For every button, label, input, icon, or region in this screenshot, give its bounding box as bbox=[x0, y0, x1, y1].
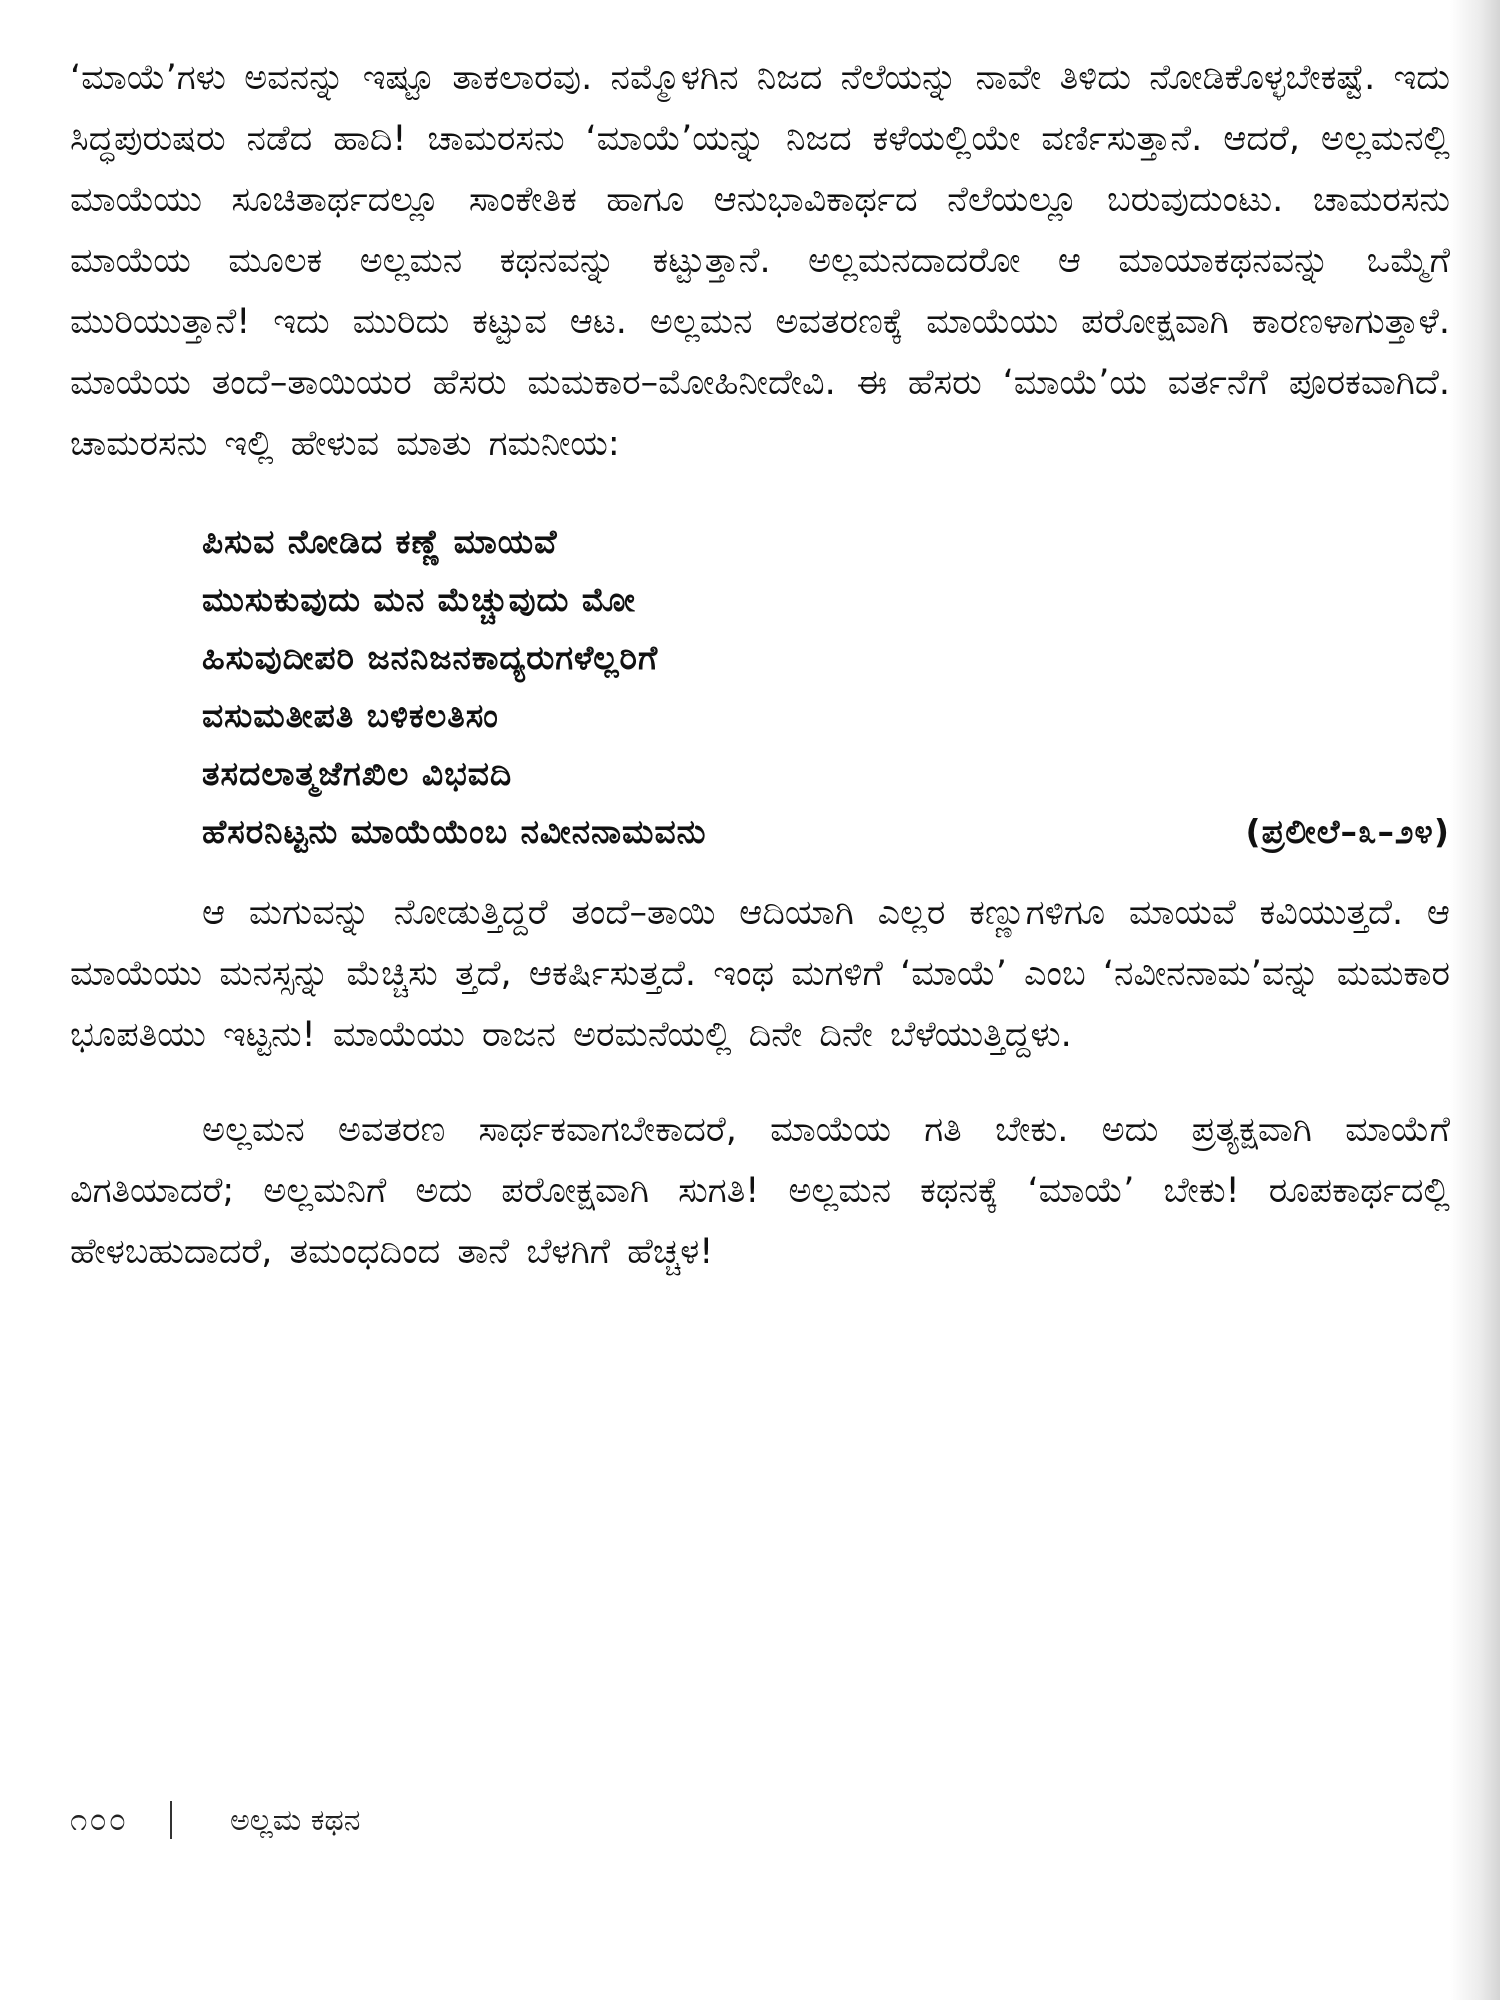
paragraph-2: ಆ ಮಗುವನ್ನು ನೋಡುತ್ತಿದ್ದರೆ ತಂದೆ–ತಾಯಿ ಆದಿಯಾಗಿ ಎಲ್ಲರ ಕಣ್ಣುಗಳಿಗೂ ಮಾಯವೆ ಕವಿಯುತ್ತದೆ. ಆ ಮಾಯೆಯು ಮನಸ್ಸನ್ನು ಮೆಚ್ಚಿಸು ತ್ತದೆ, ಆಕರ್ಷಿಸುತ್ತದೆ. ಇಂಥ ಮಗಳಿಗೆ ‘ಮಾಯೆ’ ಎಂಬ ‘ನವೀನನಾಮ’ವನ್ನು ಮಮಕಾರ ಭೂಪತಿಯು ಇಟ್ಟನು! ಮಾಯೆಯು ರಾಜನ ಅರಮನೆಯಲ್ಲಿ ದಿನೇ ದಿನೇ ಬೆಳೆಯುತ್ತಿದ್ದಳು. bbox=[70, 893, 1450, 1055]
verse-line-6-container bbox=[202, 803, 1450, 861]
verse-line-6: ಹೆಸರನಿಟ್ಟನು ಮಾಯೆಯೆಂಬ ನವೀನನಾಮವನು bbox=[202, 812, 707, 851]
verse-line-3: ಹಿಸುವುದೀಪರಿ ಜನನಿಜನಕಾದ್ಯರುಗಳೆಲ್ಲರಿಗೆ bbox=[202, 638, 659, 677]
binding-shadow bbox=[1450, 0, 1500, 2000]
paragraph-3: ಅಲ್ಲಮನ ಅವತರಣ ಸಾರ್ಥಕವಾಗಬೇಕಾದರೆ, ಮಾಯೆಯ ಗತಿ ಬೇಕು. ಅದು ಪ್ರತ್ಯಕ್ಷವಾಗಿ ಮಾಯೆಗೆ ವಿಗತಿಯಾದರೆ; ಅಲ್ಲಮನಿಗೆ ಅದು ಪರೋಕ್ಷವಾಗಿ ಸುಗತಿ! ಅಲ್ಲಮನ ಕಥನಕ್ಕೆ ‘ಮಾಯೆ’ ಬೇಕು! ರೂಪಕಾರ್ಥದಲ್ಲಿ ಹೇಳಬಹುದಾದರೆ, ತಮಂಧದಿಂದ ತಾನೆ ಬೆಳಗಿಗೆ ಹೆಚ್ಚಳ! bbox=[70, 1110, 1450, 1272]
paragraph-1: ‘ಮಾಯೆ’ಗಳು ಅವನನ್ನು ಇಷ್ಟೂ ತಾಕಲಾರವು. ನಮ್ಮೊಳಗಿನ ನಿಜದ ನೆಲೆಯನ್ನು ನಾವೇ ತಿಳಿದು ನೋಡಿಕೊಳ್ಳಬೇಕಷ್ಟೆ. ಇದು ಸಿದ್ಧಪುರುಷರು ನಡೆದ ಹಾದಿ! ಚಾಮರಸನು ‘ಮಾಯೆ’ಯನ್ನು ನಿಜದ ಕಳೆಯಲ್ಲಿಯೇ ವರ್ಣಿಸುತ್ತಾನೆ. ಆದರೆ, ಅಲ್ಲಮನಲ್ಲಿ ಮಾಯೆಯು ಸೂಚಿತಾರ್ಥದಲ್ಲೂ ಸಾಂಕೇತಿಕ ಹಾಗೂ ಆನುಭಾವಿಕಾರ್ಥದ ನೆಲೆಯಲ್ಲೂ ಬರುವುದುಂಟು. ಚಾಮರಸನು ಮಾಯೆಯ ಮೂಲಕ ಅಲ್ಲಮನ ಕಥನವನ್ನು ಕಟ್ಟುತ್ತಾನೆ. ಅಲ್ಲಮನದಾದರೋ ಆ ಮಾಯಾಕಥನವನ್ನು ಒಮ್ಮೆಗೆ ಮುರಿಯುತ್ತಾನೆ! ಇದು ಮುರಿದು ಕಟ್ಟುವ ಆಟ. ಅಲ್ಲಮನ ಅವತರಣಕ್ಕೆ ಮಾಯೆಯು ಪರೋಕ್ಷವಾಗಿ ಕಾರಣಳಾಗುತ್ತಾಳೆ. ಮಾಯೆಯ ತಂದೆ–ತಾಯಿಯರ ಹೆಸರು ಮಮಕಾರ–ಮೋಹಿನೀದೇವಿ. ಈ ಹೆಸರು ‘ಮಾಯೆ’ಯ ವರ್ತನೆಗೆ ಪೂರಕವಾಗಿದೆ. ಚಾಮರಸನು ಇಲ್ಲಿ ಹೇಳುವ ಮಾತು ಗಮನೀಯ: bbox=[70, 58, 1450, 464]
page-number: ೧೦೦ bbox=[70, 1801, 129, 1838]
verse-line-2: ಮುಸುಕುವುದು ಮನ ಮೆಚ್ಚುವುದು ಮೋ bbox=[202, 580, 636, 619]
page-body bbox=[70, 48, 1450, 1283]
verse-reference: (ಪ್ರಲೀಲೆ–೩–೨೪) bbox=[1245, 812, 1450, 851]
running-title: ಅಲ್ಲಮ ಕಥನ bbox=[230, 1802, 361, 1838]
verse-line-5: ತಸದಲಾತ್ಮಜೆಗಖಿಲ ವಿಭವದಿ bbox=[202, 754, 513, 793]
verse-line-1: ಪಿಸುವ ನೋಡಿದ ಕಣ್ಣೆ ಮಾಯವೆ bbox=[202, 522, 558, 561]
verse-line-4: ವಸುಮತೀಪತಿ ಬಳಿಕಲತಿಸಂ bbox=[202, 696, 499, 735]
page-footer bbox=[70, 1800, 360, 1840]
footer-divider bbox=[170, 1801, 172, 1839]
verse-block bbox=[202, 513, 1450, 861]
